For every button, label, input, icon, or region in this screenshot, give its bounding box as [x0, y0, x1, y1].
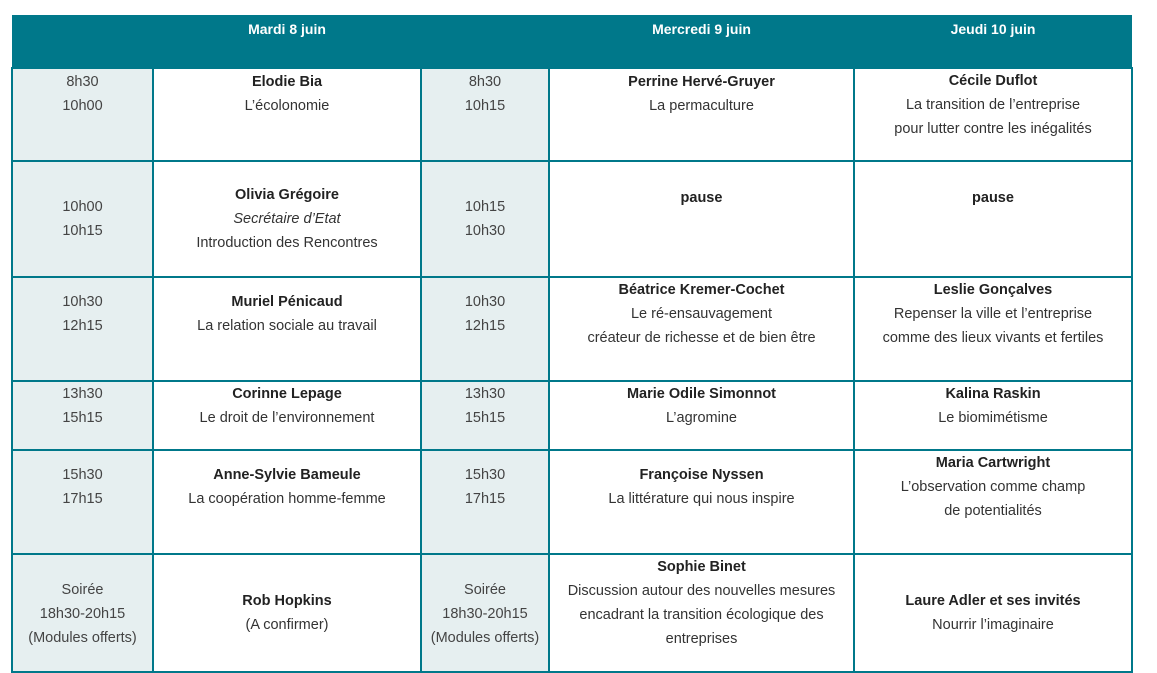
table-row — [12, 277, 1132, 381]
session-title: Introduction des Rencontres — [196, 235, 378, 251]
header-empty-2 — [421, 15, 549, 68]
session-title: comme des lieux vivants et fertiles — [882, 330, 1104, 346]
speaker-name: Maria Cartwright — [935, 455, 1051, 471]
header-day-tuesday: Mardi 8 juin — [153, 15, 421, 68]
session-cell — [549, 554, 854, 672]
time-cell: 10h00 10h15 — [12, 161, 153, 277]
speaker-name: Marie Odile Simonnot — [626, 386, 777, 402]
table-row — [12, 161, 1132, 277]
speaker-name: Sophie Binet — [657, 559, 746, 575]
time-cell: 8h30 10h00 — [12, 68, 153, 161]
session-title: de potentialités — [944, 503, 1042, 519]
session-cell — [153, 161, 421, 277]
speaker-name: Laure Adler et ses invités — [905, 593, 1081, 609]
session-cell — [153, 277, 421, 381]
header-day-wednesday: Mercredi 9 juin — [549, 15, 854, 68]
session-cell — [854, 68, 1132, 161]
pause-label: pause — [972, 190, 1014, 206]
session-cell — [153, 450, 421, 554]
pause-label: pause — [680, 190, 723, 206]
session-title: La permaculture — [649, 98, 754, 114]
table-row — [12, 381, 1132, 450]
speaker-name: Anne-Sylvie Bameule — [213, 467, 361, 483]
header-day-thursday: Jeudi 10 juin — [854, 15, 1132, 68]
session-cell — [854, 554, 1132, 672]
time-cell: 15h30 17h15 — [421, 450, 549, 554]
speaker-name: Béatrice Kremer-Cochet — [618, 282, 785, 298]
time-cell: 8h30 10h15 — [421, 68, 549, 161]
session-title: L’agromine — [666, 410, 737, 426]
time-cell: 10h30 12h15 — [12, 277, 153, 381]
table-row — [12, 450, 1132, 554]
session-title: La littérature qui nous inspire — [608, 491, 795, 507]
speaker-name: Corinne Lepage — [232, 386, 342, 402]
speaker-name: Kalina Raskin — [945, 386, 1041, 402]
session-title: La transition de l’entreprise — [905, 97, 1081, 113]
header-row — [12, 15, 1132, 68]
speaker-name: Elodie Bia — [251, 74, 323, 90]
time-cell: 15h30 17h15 — [12, 450, 153, 554]
time-cell: 13h30 15h15 — [12, 381, 153, 450]
speaker-name: Cécile Duflot — [948, 73, 1038, 89]
time-cell: Soirée 18h30-20h15 (Modules offerts) — [421, 554, 549, 672]
session-cell — [549, 381, 854, 450]
table-row — [12, 554, 1132, 672]
time-cell: 10h30 12h15 — [421, 277, 549, 381]
speaker-name: Françoise Nyssen — [639, 467, 764, 483]
speaker-name: Rob Hopkins — [242, 593, 332, 609]
schedule-container — [11, 15, 1131, 673]
session-cell — [549, 277, 854, 381]
session-title: L’écolonomie — [244, 98, 330, 114]
session-title: L’observation comme champ — [900, 479, 1086, 495]
session-cell — [854, 277, 1132, 381]
session-title: Le ré-ensauvagement — [630, 306, 773, 322]
session-title: Le biomimétisme — [938, 410, 1048, 426]
session-title: Nourrir l’imaginaire — [932, 617, 1054, 633]
session-title: créateur de richesse et de bien être — [587, 330, 816, 346]
speaker-name: Leslie Gonçalves — [933, 282, 1053, 298]
session-cell — [153, 68, 421, 161]
pause-cell — [854, 161, 1132, 277]
session-title: entreprises — [665, 631, 738, 647]
time-cell: 10h15 10h30 — [421, 161, 549, 277]
session-cell — [854, 450, 1132, 554]
session-cell — [153, 554, 421, 672]
speaker-name: Olivia Grégoire — [235, 187, 339, 203]
session-cell — [549, 68, 854, 161]
session-title: Discussion autour des nouvelles mesures — [567, 583, 836, 599]
speaker-role: Secrétaire d’Etat — [233, 211, 341, 227]
schedule-table — [11, 15, 1133, 673]
session-title: encadrant la transition écologique des — [579, 607, 824, 623]
pause-cell — [549, 161, 854, 277]
table-row — [12, 68, 1132, 161]
header-empty-1 — [12, 15, 153, 68]
session-title: La coopération homme-femme — [188, 491, 386, 507]
session-title: pour lutter contre les inégalités — [894, 121, 1092, 137]
speaker-name: Muriel Pénicaud — [231, 294, 343, 310]
speaker-name: Perrine Hervé-Gruyer — [628, 74, 775, 90]
time-cell: 13h30 15h15 — [421, 381, 549, 450]
time-cell: Soirée 18h30-20h15 (Modules offerts) — [12, 554, 153, 672]
session-cell — [854, 381, 1132, 450]
session-cell — [549, 450, 854, 554]
session-title: La relation sociale au travail — [197, 318, 377, 334]
session-title: (A confirmer) — [245, 617, 329, 633]
session-cell — [153, 381, 421, 450]
session-title: Repenser la ville et l’entreprise — [893, 306, 1093, 322]
session-title: Le droit de l’environnement — [199, 410, 375, 426]
